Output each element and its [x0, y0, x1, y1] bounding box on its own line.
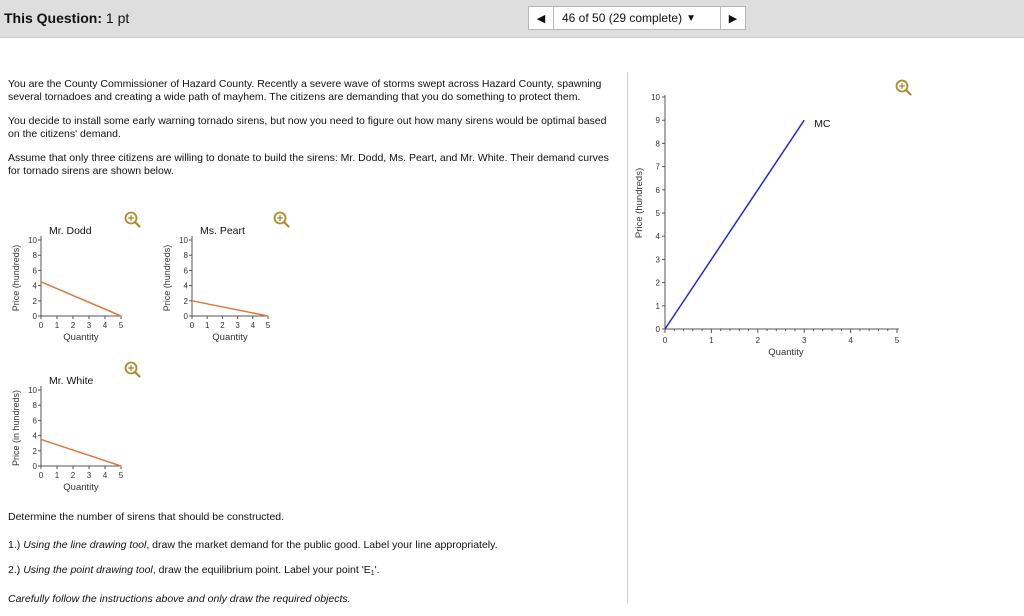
x-tick-label: 5	[894, 336, 900, 345]
y-tick-label: 10	[28, 386, 37, 395]
x-axis-label: Quantity	[63, 332, 99, 343]
careful-note: Carefully follow the instructions above and only draw the required objects.	[8, 593, 351, 605]
instruction-careful	[8, 593, 351, 605]
y-tick-label: 4	[32, 431, 37, 441]
small-chart	[162, 225, 271, 343]
x-tick-label: 2	[755, 336, 761, 345]
instruction-step-1	[8, 539, 498, 551]
x-tick-label: 2	[70, 321, 76, 330]
small-chart	[11, 225, 124, 343]
y-axis-label: Price (hundreds)	[634, 167, 645, 239]
mc-graph[interactable]	[630, 80, 920, 370]
x-tick-label: 0	[662, 336, 668, 345]
zoom-in-icon[interactable]	[124, 211, 141, 228]
y-tick-label: 0	[655, 325, 660, 334]
x-tick-label: 3	[86, 321, 92, 330]
y-axis-label: Price (hundreds)	[162, 244, 172, 312]
y-tick-label: 8	[183, 251, 188, 261]
zoom-in-icon[interactable]	[124, 361, 141, 378]
y-tick-label: 6	[183, 266, 188, 276]
y-tick-label: 0	[32, 462, 37, 471]
mc-line	[665, 120, 804, 329]
triangle-left-icon: ◀	[536, 12, 546, 25]
citizen-demand-charts	[0, 0, 627, 500]
y-tick-label: 10	[651, 93, 660, 102]
point-tool-reference: Using the point drawing tool	[23, 564, 153, 576]
x-axis-label: Quantity	[212, 332, 248, 343]
y-tick-label: 8	[655, 139, 660, 149]
step-2-subscript: 1	[370, 570, 375, 577]
y-tick-label: 9	[655, 116, 660, 126]
x-tick-label: 3	[235, 321, 240, 330]
step-2-text: , draw the equilibrium point. Label your point 'E	[152, 564, 371, 576]
next-question-button[interactable]	[720, 6, 746, 30]
x-axis-label: Quantity	[63, 482, 99, 493]
instruction-step-2	[8, 564, 380, 577]
y-tick-label: 1	[655, 301, 660, 311]
chart-title: Mr. White	[49, 375, 94, 387]
y-tick-label: 5	[655, 209, 660, 218]
y-tick-label: 2	[183, 296, 188, 306]
chart-title: Mr. Dodd	[49, 225, 92, 237]
question-label: This Question:	[4, 10, 102, 26]
y-tick-label: 6	[655, 185, 660, 195]
chart-title: Ms. Peart	[200, 225, 245, 237]
x-tick-label: 0	[38, 321, 44, 330]
zoom-in-icon[interactable]	[273, 211, 290, 228]
step-2-number: 2.)	[8, 564, 21, 576]
y-tick-label: 7	[655, 162, 660, 172]
main-chart	[634, 93, 900, 358]
y-tick-label: 4	[655, 232, 660, 242]
x-axis-label: Quantity	[768, 347, 804, 358]
y-tick-label: 6	[32, 416, 37, 426]
small-chart	[11, 375, 124, 493]
y-tick-label: 0	[183, 312, 188, 321]
x-tick-label: 4	[102, 321, 108, 330]
problem-paragraph-2: You decide to install some early warning tornado sirens, but now you need to figure out how many sirens would be optimal based on the citizens' demand.	[8, 115, 607, 140]
caret-down-icon: ▼	[686, 12, 696, 24]
question-points: 1 pt	[105, 10, 130, 26]
x-tick-label: 0	[38, 471, 44, 480]
x-tick-label: 2	[220, 321, 225, 330]
y-tick-label: 4	[183, 281, 188, 291]
demand-line	[192, 301, 268, 316]
x-tick-label: 4	[102, 471, 108, 480]
y-tick-label: 10	[28, 236, 37, 245]
x-tick-label: 1	[709, 336, 714, 345]
y-tick-label: 4	[32, 281, 37, 291]
x-tick-label: 4	[848, 336, 853, 345]
x-tick-label: 5	[118, 471, 124, 480]
y-tick-label: 8	[32, 251, 37, 261]
y-axis-label: Price (hundreds)	[11, 244, 21, 312]
y-tick-label: 10	[179, 236, 188, 245]
instruction-determine: Determine the number of sirens that should be constructed.	[8, 511, 285, 523]
y-tick-label: 0	[32, 312, 37, 321]
y-tick-label: 2	[32, 446, 37, 456]
x-tick-label: 0	[189, 321, 195, 330]
y-tick-label: 2	[655, 278, 660, 288]
step-1-number: 1.)	[8, 539, 21, 551]
mc-label: MC	[814, 118, 831, 131]
demand-line	[41, 439, 121, 466]
y-axis-label: Price (in hundreds)	[11, 389, 21, 467]
problem-paragraph-3: Assume that only three citizens are willing to donate to build the sirens: Mr. Dodd, Ms. Peart, and Mr. White. Their demand curves for tornado sirens are shown below.	[8, 152, 609, 177]
problem-paragraph-1: You are the County Commissioner of Hazard County. Recently a severe wave of storms swept across Hazard County, spawning several tornadoes and creating a wide path of mayhem. The citizens are demanding that you do something to protect them.	[8, 78, 602, 103]
demand-line	[41, 282, 121, 316]
x-tick-label: 1	[54, 321, 60, 330]
x-tick-label: 5	[265, 321, 271, 330]
line-tool-reference: Using the line drawing tool	[23, 539, 147, 551]
x-tick-label: 2	[70, 471, 76, 480]
x-tick-label: 1	[54, 471, 60, 480]
x-tick-label: 3	[86, 471, 92, 480]
y-tick-label: 6	[32, 266, 37, 276]
y-tick-label: 2	[32, 296, 37, 306]
x-tick-label: 1	[204, 321, 210, 330]
panel-divider	[627, 72, 628, 604]
step-1-text: , draw the market demand for the public good. Label your line appropriately.	[146, 539, 498, 551]
triangle-right-icon: ▶	[728, 12, 738, 25]
step-2-end: '.	[374, 564, 380, 576]
x-tick-label: 5	[118, 321, 124, 330]
question-progress: 46 of 50 (29 complete)	[562, 11, 683, 25]
x-tick-label: 3	[801, 336, 807, 345]
y-tick-label: 3	[655, 255, 660, 265]
y-tick-label: 8	[32, 401, 37, 411]
x-tick-label: 4	[250, 321, 256, 330]
